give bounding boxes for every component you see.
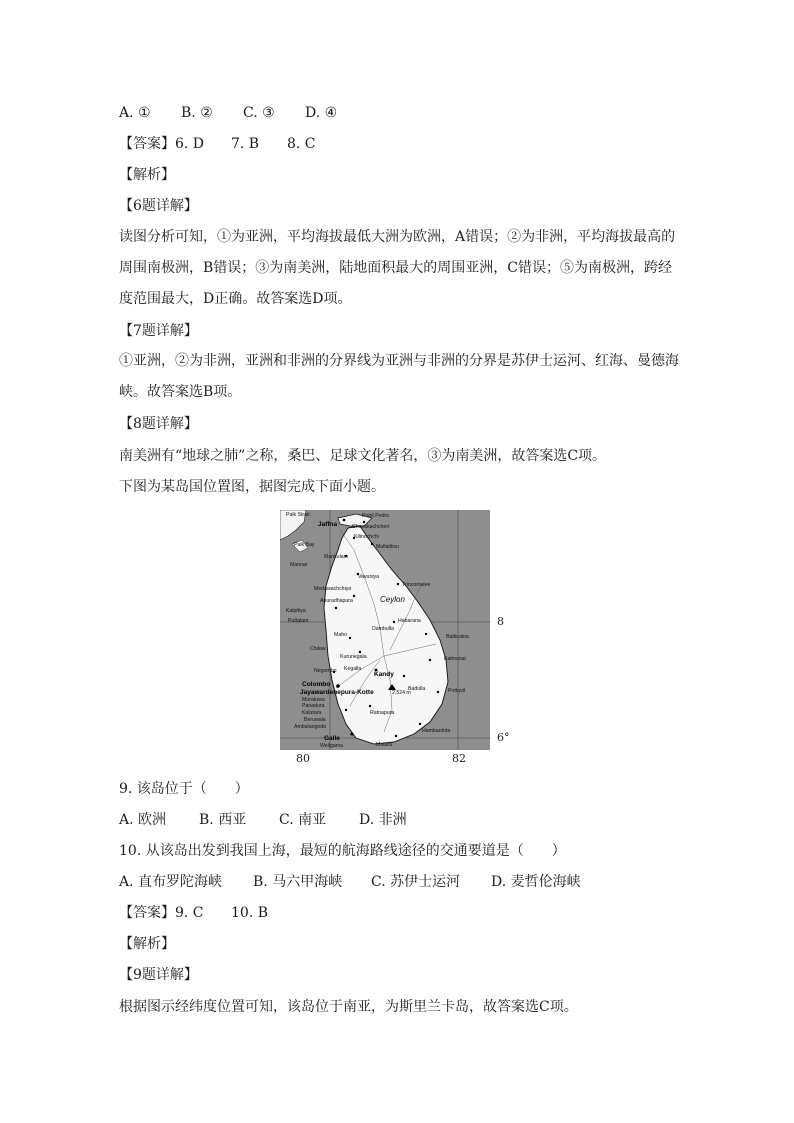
label-matara: Matara — [376, 742, 393, 748]
q10-option-a: A. 直布罗陀海峡 — [119, 874, 223, 890]
q6-heading: 【6题详解】 — [119, 198, 198, 214]
q5-option-c: C. ③ — [243, 105, 275, 121]
q6-explanation: 读图分析可知，①为亚洲，平均海拔最低大洲为欧洲，A错误；②为非洲，平均海拔最高的周围南极洲，B错误；③为南美洲，陆地面积最大的周围亚洲，C错误；⑤为南极洲，跨经度范围最大，D正确。故答案选D项。 — [119, 229, 676, 307]
answer-line-1 — [119, 134, 316, 154]
q10-option-d: D. 麦哲伦海峡 — [491, 874, 581, 890]
q9-heading: 【9题详解】 — [119, 967, 198, 983]
q5-options — [119, 103, 337, 123]
q7-heading: 【7题详解】 — [119, 323, 198, 339]
q5-option-a: A. ① — [119, 105, 151, 121]
label-galle: Galle — [324, 735, 340, 742]
label-chavakachcheri: Chavakachcheri — [352, 524, 390, 530]
q10-stem: 10. 从该岛出发到我国上海，最短的航海路线途径的交通要道是（ ） — [119, 843, 566, 859]
q9-option-a: A. 欧洲 — [119, 812, 167, 828]
q10-option-c: C. 苏伊士运河 — [371, 874, 461, 890]
label-hambantota: Hambantota — [422, 728, 451, 734]
label-pottuvil: Pottuvil — [448, 688, 466, 694]
label-jaffna: Jaffna — [318, 521, 338, 528]
answer-item: 10. B — [231, 905, 269, 921]
label-mullaittivu: Mullaittivu — [376, 544, 400, 550]
answer-item: 6. D — [175, 136, 205, 152]
label-colombo: Colombo — [302, 681, 331, 688]
answer-item: 9. C — [175, 905, 204, 921]
label-peak-elevation: 2,524 m — [392, 690, 411, 696]
answer-line-2 — [119, 903, 268, 923]
label-chilaw: Chilaw — [310, 646, 326, 652]
answer-item: 7. B — [231, 136, 260, 152]
analysis-heading-2: 【解析】 — [119, 936, 175, 952]
label-kotte: Jayawardenepura-Kotte — [300, 689, 374, 696]
island-map-graphic — [280, 510, 490, 750]
label-puttalam: Puttalam — [288, 618, 309, 624]
answer-label: 【答案】 — [119, 136, 175, 152]
label-medawachchiya: Medawachchiya — [314, 586, 352, 592]
q8-explanation: 南美洲有“地球之肺”之称，桑巴、足球文化著名，③为南美洲，故答案选C项。 — [119, 448, 607, 464]
q10-option-b: B. 马六甲海峡 — [253, 874, 343, 890]
label-weligama: Weligama — [320, 743, 343, 749]
longitude-tick-82: 82 — [452, 752, 466, 765]
analysis-heading-1: 【解析】 — [119, 167, 175, 183]
q9-option-d: D. 非洲 — [359, 812, 407, 828]
label-ratnapura: Ratnapura — [370, 710, 395, 716]
label-dambulla: Dambulla — [372, 626, 394, 632]
label-mankulam: Mankulam — [324, 554, 348, 560]
label-palk-strait: Palk Strait — [286, 512, 310, 518]
label-trincomalee: Trincomalee — [402, 582, 431, 588]
island-location-map — [280, 510, 490, 750]
q9-option-b: B. 西亚 — [199, 812, 247, 828]
label-vavuniya: Vavuniya — [358, 574, 379, 580]
q8-heading: 【8题详解】 — [119, 416, 198, 432]
label-ceylon: Ceylon — [380, 595, 405, 604]
label-palk-bay: Palk Bay — [294, 542, 315, 548]
answer-item: 8. C — [287, 136, 316, 152]
label-badulla: Badulla — [408, 686, 426, 692]
label-negombo: Negombo — [314, 668, 337, 674]
label-moratuwa: Moratuwa — [302, 697, 325, 703]
q9-option-c: C. 南亚 — [279, 812, 327, 828]
label-habarana: Habarana — [398, 618, 421, 624]
answer-label: 【答案】 — [119, 905, 175, 921]
q5-option-b: B. ② — [181, 105, 213, 121]
q5-option-d: D. ④ — [305, 105, 338, 121]
label-kalutara: Kalutara — [302, 710, 322, 716]
latitude-tick-6: 6° — [497, 731, 510, 744]
longitude-tick-80: 80 — [296, 752, 310, 765]
label-point-pedro: Point Pedro — [362, 513, 390, 519]
label-kandy: Kandy — [374, 671, 394, 678]
label-kalpitiya: Kalpitiya — [286, 608, 306, 614]
q9-explanation: 根据图示经纬度位置可知，该岛位于南亚，为斯里兰卡岛，故答案选C项。 — [119, 999, 578, 1015]
label-batticaloa: Batticaloa — [446, 634, 469, 640]
map-intro: 下图为某岛国位置图，据图完成下面小题。 — [119, 479, 385, 495]
label-panadura: Panadura — [302, 703, 325, 709]
q9-options — [119, 810, 407, 830]
label-kalmunai: Kalmunai — [444, 656, 466, 662]
label-ambalangoda: Ambalangoda — [294, 724, 327, 730]
q7-explanation: ①亚洲，②为非洲，亚洲和非洲的分界线为亚洲与非洲的分界是苏伊士运河、红海、曼德海峡。故答案选B项。 — [119, 353, 679, 400]
label-kegalla: Kegalla — [344, 666, 362, 672]
latitude-tick-8: 8 — [497, 615, 504, 628]
label-anuradhapura: Anuradhapura — [320, 598, 353, 604]
label-beruwala: Beruwala — [304, 717, 326, 723]
label-mannar: Mannar — [290, 562, 308, 568]
q9-stem: 9. 该岛位于（ ） — [119, 781, 249, 797]
label-kurunegala: Kurunegala — [340, 654, 367, 660]
q10-options — [119, 872, 581, 892]
label-kilinochchi: Kilinochchi — [354, 534, 379, 540]
label-maho: Maho — [334, 632, 347, 638]
